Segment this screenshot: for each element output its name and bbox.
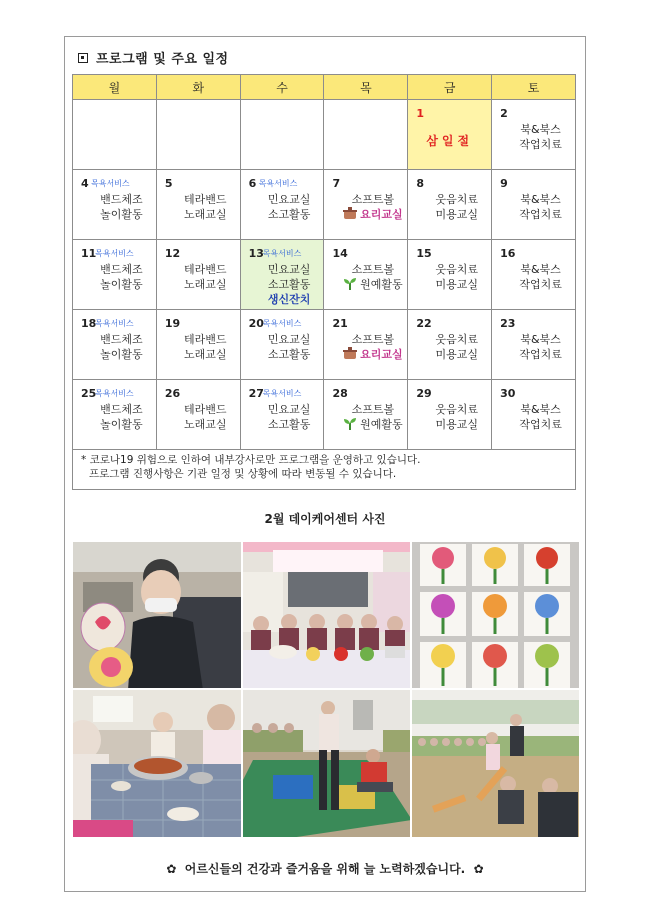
program-list	[422, 332, 491, 362]
program-item: 작업치료	[519, 418, 562, 431]
weekday-fri: 금	[408, 75, 492, 100]
program-item: 민요교실	[267, 403, 311, 416]
program-item: 북&북스	[520, 193, 561, 206]
bath-service-tag: 목욕서비스	[95, 249, 134, 258]
cooking-pot-icon	[343, 348, 360, 361]
program-list	[338, 402, 407, 432]
day-number: 12	[164, 247, 181, 260]
calendar-day-cell	[408, 100, 492, 170]
program-item-extra	[338, 277, 407, 292]
program-list	[338, 332, 407, 362]
notice-line: 프로그램 진행사항은 기관 일정 및 상황에 따라 변동될 수 있습니다.	[89, 468, 397, 480]
program-item: 노래교실	[183, 278, 227, 291]
bath-service-tag: 목욕서비스	[262, 249, 302, 258]
program-list	[255, 192, 324, 222]
program-item: 테라밴드	[183, 333, 227, 346]
calendar-day-cell	[156, 310, 240, 380]
program-list	[255, 262, 324, 307]
program-item: 미용교실	[435, 418, 478, 431]
day-number: 13	[248, 247, 264, 260]
program-item: 미용교실	[435, 348, 478, 361]
day-number: 11	[81, 247, 97, 260]
day-number: 27	[248, 387, 264, 400]
calendar-day-cell	[492, 380, 576, 450]
program-list	[422, 192, 491, 222]
day-number: 26	[164, 387, 181, 400]
calendar-day-cell	[324, 100, 408, 170]
day-number: 19	[164, 317, 181, 330]
bath-service-tag: 목욕서비스	[262, 319, 302, 328]
day-number: 23	[500, 317, 516, 330]
day-number: 6	[248, 177, 257, 190]
program-item: 원예활동	[360, 278, 403, 291]
program-item: 밴드체조	[100, 263, 143, 276]
holiday-name: 삼일절	[426, 134, 474, 148]
calendar-week-row	[73, 170, 576, 240]
program-item: 밴드체조	[100, 333, 143, 346]
calendar-day-cell	[408, 380, 492, 450]
program-item-extra	[338, 347, 407, 362]
program-list	[506, 332, 575, 362]
program-item: 요리교실	[360, 208, 403, 221]
calendar-week-row	[73, 240, 576, 310]
program-item: 소고활동	[267, 418, 311, 431]
program-list	[87, 332, 156, 362]
photo-craft-activity	[72, 541, 242, 689]
program-item: 웃음치료	[435, 333, 478, 346]
program-list	[422, 402, 491, 432]
day-number: 7	[332, 177, 341, 190]
program-item: 놀이활동	[100, 208, 143, 221]
program-item: 소고활동	[267, 208, 311, 221]
program-item: 요리교실	[360, 348, 403, 361]
calendar-day-cell	[408, 310, 492, 380]
calendar-day-cell	[240, 240, 324, 310]
program-item: 웃음치료	[435, 403, 478, 416]
program-item: 북&북스	[520, 123, 561, 136]
program-item: 원예활동	[360, 418, 403, 431]
program-item: 민요교실	[267, 263, 311, 276]
program-item: 소고활동	[267, 278, 311, 291]
calendar-day-cell	[240, 310, 324, 380]
program-list	[338, 262, 407, 292]
day-number: 1	[416, 107, 424, 120]
bath-service-tag: 목욕서비스	[95, 389, 134, 398]
special-event: 생신잔치	[267, 293, 311, 306]
footer-text: 어르신들의 건강과 즐거움을 위해 늘 노력하겠습니다.	[184, 862, 466, 876]
program-list	[255, 402, 324, 432]
program-item: 작업치료	[519, 348, 562, 361]
day-number: 15	[416, 247, 432, 260]
program-item: 미용교실	[435, 278, 478, 291]
program-item: 소프트볼	[351, 333, 395, 346]
program-item: 놀이활동	[100, 418, 143, 431]
weekday-mon: 월	[73, 75, 157, 100]
program-item: 민요교실	[267, 193, 311, 206]
notice-line: * 코로나19 위험으로 인하여 내부강사로만 프로그램을 운영하고 있습니다.	[81, 454, 421, 466]
cooking-pot-icon	[343, 208, 360, 221]
footer-message	[0, 860, 650, 877]
program-item: 소고활동	[267, 348, 311, 361]
day-number: 25	[81, 387, 97, 400]
program-item: 소프트볼	[351, 263, 395, 276]
square-bullet-icon	[78, 53, 88, 63]
program-item: 북&북스	[520, 403, 561, 416]
calendar-week-row	[73, 380, 576, 450]
program-list	[506, 192, 575, 222]
program-list	[171, 332, 240, 362]
program-list	[87, 402, 156, 432]
calendar-week-row	[73, 310, 576, 380]
sprout-icon	[343, 278, 360, 291]
program-item: 밴드체조	[100, 193, 143, 206]
day-number: 21	[332, 317, 348, 330]
photo-gateball	[411, 689, 580, 838]
program-item: 북&북스	[520, 333, 561, 346]
schedule-calendar	[72, 74, 576, 450]
calendar-day-cell	[73, 100, 157, 170]
sprout-icon	[343, 418, 360, 431]
weekday-sat: 토	[492, 75, 576, 100]
program-item: 노래교실	[183, 208, 227, 221]
day-number: 14	[332, 247, 348, 260]
calendar-day-cell	[492, 100, 576, 170]
program-item: 밴드체조	[100, 403, 143, 416]
program-item: 놀이활동	[100, 348, 143, 361]
photo-section-title: 2월 데이케어센터 사진	[264, 512, 386, 526]
program-list	[87, 192, 156, 222]
day-number: 16	[500, 247, 516, 260]
calendar-day-cell	[73, 240, 157, 310]
program-list	[171, 402, 240, 432]
program-item: 노래교실	[183, 348, 227, 361]
day-number: 22	[416, 317, 432, 330]
photo-birthday-party	[242, 541, 411, 689]
notice-box	[72, 448, 576, 490]
program-list	[171, 262, 240, 292]
day-number: 4	[81, 177, 89, 190]
photo-cooking-class	[72, 689, 242, 838]
program-list	[87, 262, 156, 292]
calendar-day-cell	[156, 170, 240, 240]
program-list	[338, 192, 407, 222]
program-list	[255, 332, 324, 362]
program-item: 웃음치료	[435, 263, 478, 276]
bath-service-tag: 목욕서비스	[95, 319, 134, 328]
section-title	[78, 48, 229, 67]
day-number: 9	[500, 177, 508, 190]
calendar-day-cell	[324, 170, 408, 240]
program-item: 소프트볼	[351, 193, 395, 206]
calendar-day-cell	[73, 170, 157, 240]
day-number: 18	[81, 317, 97, 330]
calendar-day-cell	[324, 380, 408, 450]
day-number: 29	[416, 387, 432, 400]
program-list	[171, 192, 240, 222]
program-item: 테라밴드	[183, 263, 227, 276]
program-item: 작업치료	[519, 208, 562, 221]
photo-flower-art	[411, 541, 580, 689]
calendar-day-cell	[73, 380, 157, 450]
program-item: 북&북스	[520, 263, 561, 276]
calendar-day-cell	[492, 310, 576, 380]
day-number: 5	[164, 177, 173, 190]
program-item: 미용교실	[435, 208, 478, 221]
photo-ball-game	[242, 689, 411, 838]
calendar-day-cell	[156, 380, 240, 450]
calendar-day-cell	[156, 240, 240, 310]
program-list	[506, 402, 575, 432]
calendar-day-cell	[408, 240, 492, 310]
program-item: 웃음치료	[435, 193, 478, 206]
program-item: 민요교실	[267, 333, 311, 346]
program-item: 테라밴드	[183, 403, 227, 416]
program-list	[506, 262, 575, 292]
calendar-day-cell	[240, 380, 324, 450]
program-item: 노래교실	[183, 418, 227, 431]
flower-bullet-icon: ✿	[166, 862, 177, 876]
weekday-thu: 목	[324, 75, 408, 100]
bath-service-tag: 목욕서비스	[258, 179, 298, 188]
photo-grid	[72, 541, 580, 838]
program-list	[422, 262, 491, 292]
calendar-day-cell	[324, 240, 408, 310]
calendar-day-cell	[156, 100, 240, 170]
program-item: 테라밴드	[183, 193, 227, 206]
weekday-header-row	[73, 75, 576, 100]
bath-service-tag: 목욕서비스	[91, 179, 130, 188]
program-list	[506, 122, 575, 152]
program-item-extra	[338, 417, 407, 432]
day-number: 20	[248, 317, 264, 330]
flower-bullet-icon: ✿	[473, 862, 484, 876]
calendar-day-cell	[324, 310, 408, 380]
program-item: 작업치료	[519, 138, 562, 151]
day-number: 2	[500, 107, 508, 120]
weekday-tue: 화	[156, 75, 240, 100]
calendar-day-cell	[73, 310, 157, 380]
day-number: 8	[416, 177, 424, 190]
calendar-week-row	[73, 100, 576, 170]
calendar-day-cell	[492, 240, 576, 310]
calendar-day-cell	[240, 100, 324, 170]
calendar-day-cell	[492, 170, 576, 240]
day-number: 30	[500, 387, 516, 400]
program-item: 작업치료	[519, 278, 562, 291]
bath-service-tag: 목욕서비스	[262, 389, 302, 398]
calendar-day-cell	[240, 170, 324, 240]
weekday-wed: 수	[240, 75, 324, 100]
section-title-text: 프로그램 및 주요 일정	[96, 52, 229, 67]
day-number: 28	[332, 387, 348, 400]
calendar-day-cell	[408, 170, 492, 240]
program-item-extra	[338, 207, 407, 222]
program-item: 소프트볼	[351, 403, 395, 416]
program-item: 놀이활동	[100, 278, 143, 291]
